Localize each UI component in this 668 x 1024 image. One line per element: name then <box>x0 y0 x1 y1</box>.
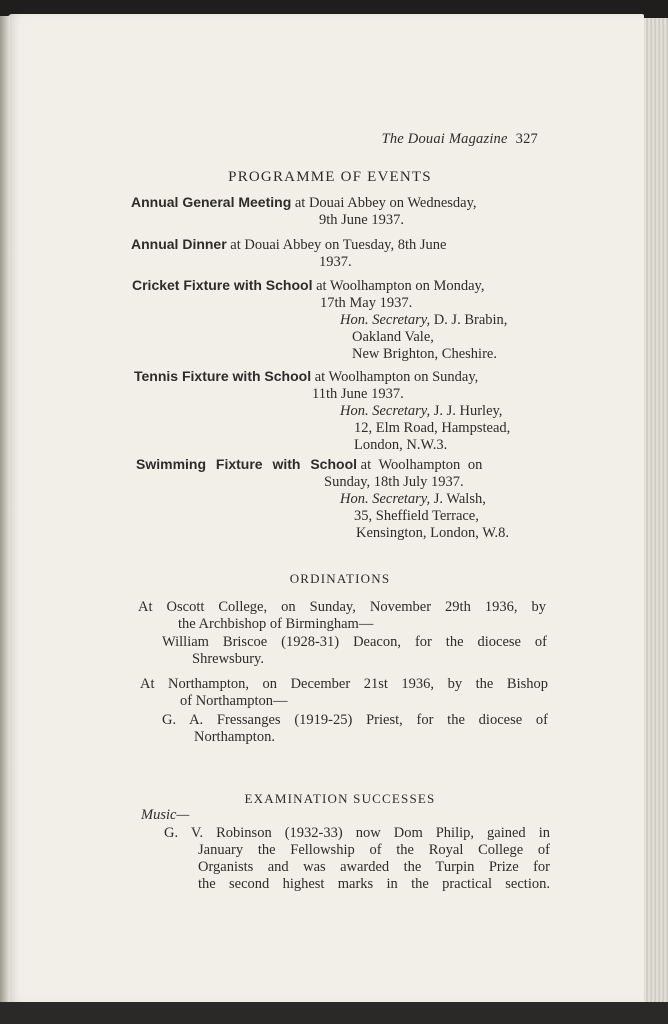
event-tennis <box>134 368 546 454</box>
event-cricket <box>132 277 544 363</box>
secretary-address: 35, Sheffield Terrace, <box>354 508 479 524</box>
secretary-address: 12, Elm Road, Hampstead, <box>354 420 511 436</box>
secretary-label: Hon. Secretary, <box>340 403 431 419</box>
ordination-line: William Briscoe (1928-31) Deacon, for the diocese of <box>162 634 547 650</box>
spine-shadow <box>0 16 10 1006</box>
secretary-address: London, N.W.3. <box>354 437 448 453</box>
event-date: Sunday, 18th July 1937. <box>324 474 464 490</box>
event-dinner <box>131 236 541 271</box>
event-detail: at Woolhampton on Sunday, <box>314 369 479 385</box>
secretary-name: J. Walsh, <box>433 491 486 507</box>
secretary-label: Hon. Secretary, <box>340 491 431 507</box>
event-detail: at Douai Abbey on Tuesday, 8th June <box>230 237 447 253</box>
secretary-address: Oakland Vale, <box>352 329 434 345</box>
ordination-fressanges <box>162 712 548 746</box>
event-agm <box>131 194 541 229</box>
ordination-line: Northampton. <box>194 729 275 745</box>
programme-heading: PROGRAMME OF EVENTS <box>228 169 432 185</box>
running-head <box>300 131 538 148</box>
magazine-title: The Douai Magazine <box>381 131 508 147</box>
event-detail: at Douai Abbey on Wednesday, <box>294 195 477 211</box>
exam-line: Organists and was awarded the Turpin Prize for <box>198 859 550 875</box>
music-label: Music— <box>141 807 190 823</box>
event-title: Swimming Fixture with School <box>136 456 358 472</box>
page-edges <box>644 18 668 1002</box>
secretary-address: Kensington, London, W.8. <box>356 525 510 541</box>
exam-line: January the Fellowship of the Royal College of <box>198 842 550 858</box>
event-title: Annual General Meeting <box>131 194 292 210</box>
event-detail: at Woolhampton on Monday, <box>316 278 485 294</box>
ordinations-heading: ORDINATIONS <box>289 571 391 586</box>
scan-background-bottom <box>0 1002 668 1024</box>
event-date: 11th June 1937. <box>312 386 404 402</box>
ordination-oscott <box>138 599 546 633</box>
page-number: 327 <box>515 131 538 147</box>
event-swimming <box>136 456 546 542</box>
exam-line: the second highest marks in the practical section. <box>198 876 550 892</box>
ordination-line: G. A. Fressanges (1919-25) Priest, for the diocese of <box>162 712 548 728</box>
exams-heading: EXAMINATION SUCCESSES <box>244 791 436 806</box>
secretary-address: New Brighton, Cheshire. <box>352 346 497 362</box>
event-title: Tennis Fixture with School <box>134 368 312 384</box>
event-date: 9th June 1937. <box>319 212 404 228</box>
event-detail: at Woolhampton on <box>360 457 483 473</box>
ordination-line: Shrewsbury. <box>192 651 264 667</box>
event-date: 17th May 1937. <box>320 295 413 311</box>
exam-line: G. V. Robinson (1932-33) now Dom Philip, gained in <box>164 825 550 841</box>
secretary-name: J. J. Hurley, <box>433 403 503 419</box>
ordination-line: At Northampton, on December 21st 1936, by the Bishop <box>140 676 548 692</box>
ordination-line: the Archbishop of Birmingham— <box>178 616 374 632</box>
exam-robinson <box>164 825 550 893</box>
event-title: Annual Dinner <box>131 236 227 252</box>
event-date: 1937. <box>319 254 352 270</box>
secretary-label: Hon. Secretary, <box>340 312 431 328</box>
ordination-briscoe <box>162 634 547 668</box>
event-title: Cricket Fixture with School <box>132 277 313 293</box>
secretary-name: D. J. Brabin, <box>433 312 508 328</box>
ordination-line: At Oscott College, on Sunday, November 29th 1936, by <box>138 599 546 615</box>
ordination-northampton <box>140 676 548 710</box>
ordination-line: of Northampton— <box>180 693 288 709</box>
